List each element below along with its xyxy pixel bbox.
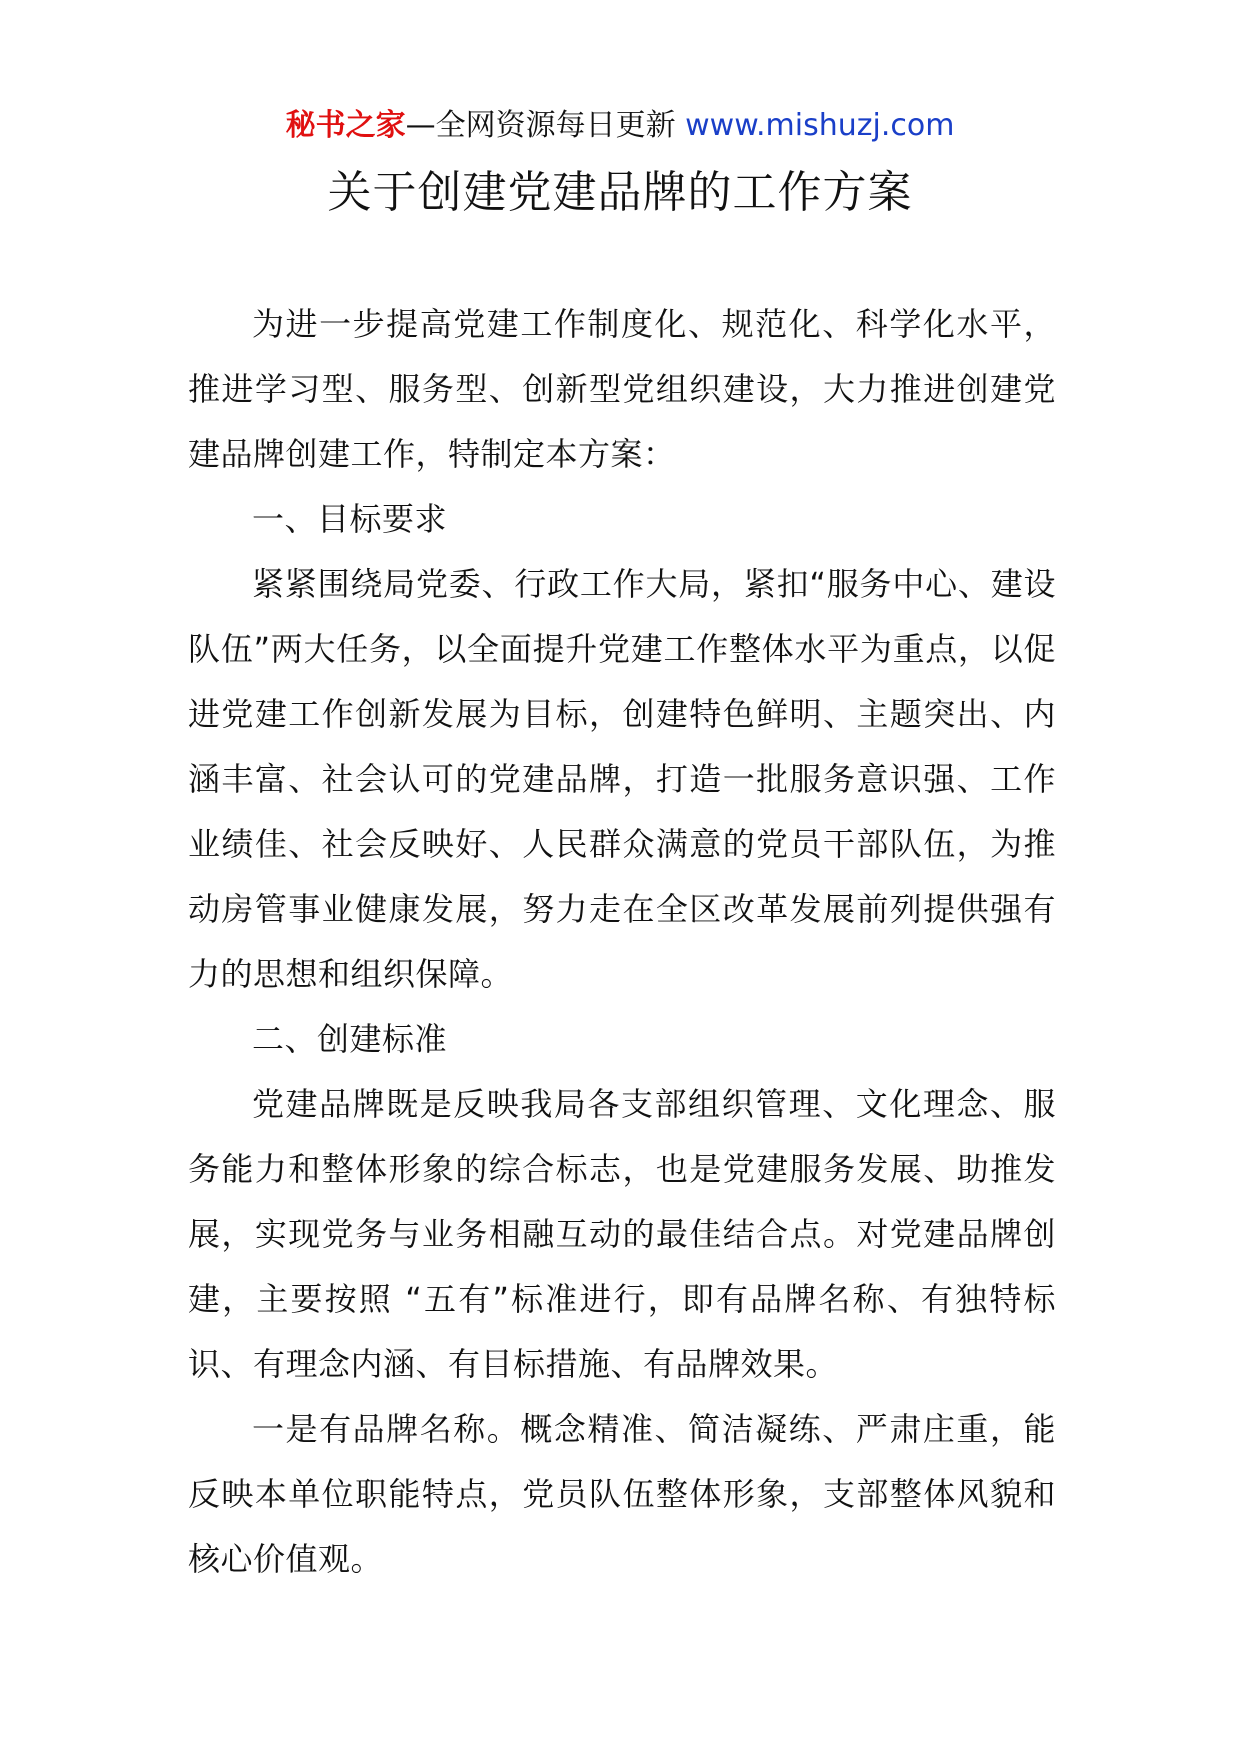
goals-paragraph: 紧紧围绕局党委、行政工作大局，紧扣“服务中心、建设队伍”两大任务，以全面提升党建工作整体水平为重点，以促进党建工作创新发展为目标，创建特色鲜明、主题突出、内涵丰富、社会认可的党建品牌，打造一批服务意识强、工作业绩佳、社会反映好、人民群众满意的党员干部队伍，为推动房管事业健康发展，努力走在全区改革发展前列提供强有力的思想和组织保障。	[188, 565, 1056, 993]
brand-name-point-paragraph: 一是有品牌名称。概念精准、简洁凝练、严肃庄重，能反映本单位职能特点，党员队伍整体形象，支部整体风貌和核心价值观。	[188, 1410, 1056, 1578]
header-slogan: —全网资源每日更新	[405, 108, 686, 143]
document-body	[188, 292, 1056, 1592]
section-heading-standards: 二、创建标准	[252, 1020, 448, 1058]
site-header	[0, 104, 1240, 148]
document-title: 关于创建党建品牌的工作方案	[327, 167, 913, 218]
standards-paragraph: 党建品牌既是反映我局各支部组织管理、文化理念、服务能力和整体形象的综合标志，也是党建服务发展、助推发展，实现党务与业务相融互动的最佳结合点。对党建品牌创建，主要按照 “五有”标准进行，即有品牌名称、有独特标识、有理念内涵、有目标措施、有品牌效果。	[188, 1085, 1056, 1383]
brand-name: 秘书之家	[285, 108, 406, 143]
site-url-link[interactable]: www.mishuzj.com	[685, 108, 955, 143]
intro-paragraph: 为进一步提高党建工作制度化、规范化、科学化水平，推进学习型、服务型、创新型党组织建设，大力推进创建党建品牌创建工作，特制定本方案：	[188, 305, 1056, 473]
section-heading-goals: 一、目标要求	[252, 500, 448, 538]
